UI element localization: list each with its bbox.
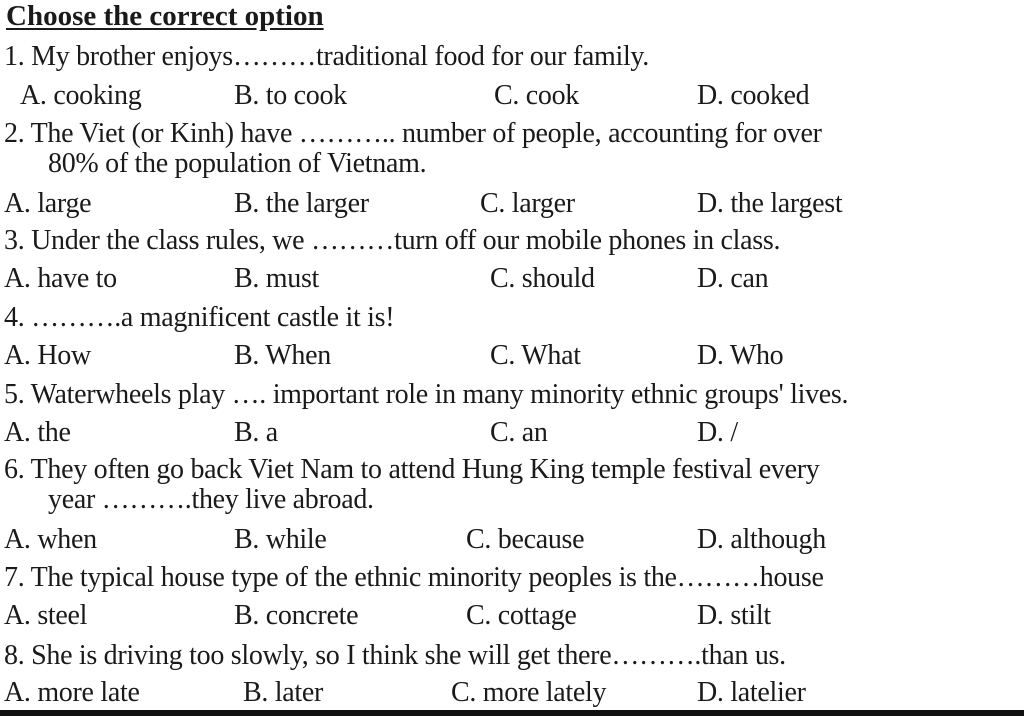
question-8-option-a: A. more late [4,677,140,708]
question-6-text: 6. They often go back Viet Nam to attend Hung King temple festival every [4,454,820,485]
question-4-option-a: A. How [4,340,91,371]
question-2-option-b: B. the larger [234,188,369,219]
question-8-option-d: D. latelier [697,677,806,708]
question-2-option-a: A. large [4,188,92,219]
question-1-option-d: D. cooked [697,80,810,111]
question-8-option-b: B. later [243,677,324,708]
question-1-text: 1. My brother enjoys………traditional food for our family. [4,41,650,72]
question-4-option-b: B. When [234,340,331,371]
question-2-option-c: C. larger [480,188,575,219]
question-6-option-a: A. when [4,524,97,555]
question-7-option-d: D. stilt [697,600,771,631]
question-3-text: 3. Under the class rules, we ………turn off our mobile phones in class. [4,225,781,256]
question-2-text: 2. The Viet (or Kinh) have ……….. number of people, accounting for over [4,118,822,149]
question-7-option-c: C. cottage [466,600,577,631]
question-8-text: 8. She is driving too slowly, so I think she will get there……….than us. [4,640,786,671]
question-4-option-c: C. What [490,340,581,371]
question-5-option-b: B. a [234,417,278,448]
worksheet-title: Choose the correct option [6,0,324,32]
question-5-text: 5. Waterwheels play …. important role in many minority ethnic groups' lives. [4,379,849,410]
question-5-option-d: D. / [697,417,738,448]
question-2-option-d: D. the largest [697,188,843,219]
question-3-option-c: C. should [490,263,595,294]
question-6-option-b: B. while [234,524,327,555]
question-8-option-c: C. more lately [451,677,607,708]
question-4-text: 4. ……….a magnificent castle it is! [4,302,395,333]
question-1-option-c: C. cook [494,80,580,111]
question-6-text-line-2: year ……….they live abroad. [48,484,374,515]
question-6-option-c: C. because [466,524,585,555]
question-1-option-b: B. to cook [234,80,347,111]
question-2-text-line-2: 80% of the population of Vietnam. [48,148,427,179]
question-7-option-b: B. concrete [234,600,359,631]
question-4-option-d: D. Who [697,340,784,371]
question-7-option-a: A. steel [4,600,88,631]
question-3-option-a: A. have to [4,263,117,294]
question-7-text: 7. The typical house type of the ethnic minority peoples is the………house [4,562,824,593]
question-6-option-d: D. although [697,524,826,555]
question-3-option-b: B. must [234,263,320,294]
question-3-option-d: D. can [697,263,769,294]
bottom-border [0,710,1024,716]
question-5-option-c: C. an [490,417,548,448]
question-1-option-a: A. cooking [20,80,142,111]
question-5-option-a: A. the [4,417,71,448]
